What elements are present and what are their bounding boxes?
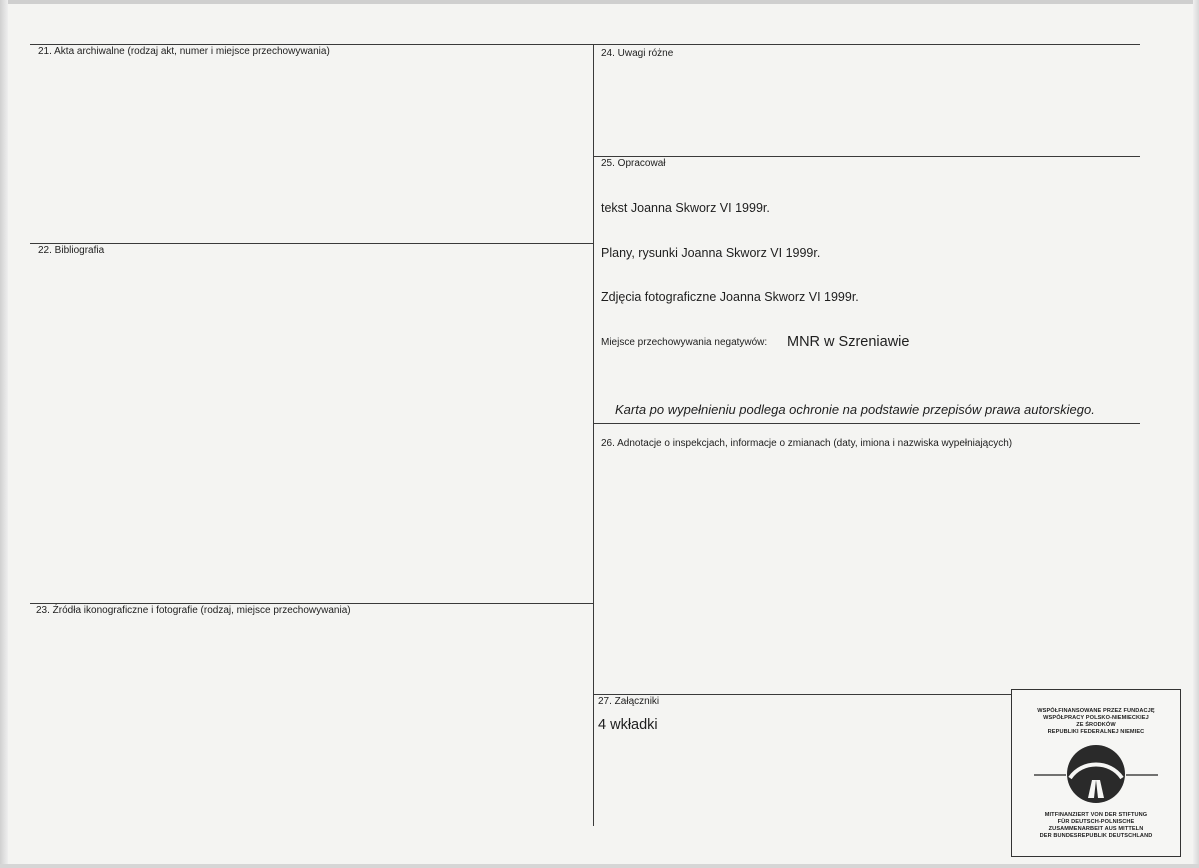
field-25-plany: Plany, rysunki Joanna Skworz VI 1999r. <box>601 246 821 260</box>
scan-edge-top <box>0 0 1199 4</box>
rule-26 <box>593 423 1140 424</box>
field-23-label: 23. Źródła ikonograficzne i fotografie (rodzaj, miejsce przechowywania) <box>36 605 351 616</box>
field-26-label: 26. Adnotacje o inspekcjach, informacje o zmianach (daty, imiona i nazwiska wypełniających) <box>601 438 1013 449</box>
top-rule <box>30 44 1140 45</box>
field-25-negatives-label: Miejsce przechowywania negatywów: <box>601 337 768 348</box>
stamp-top-line: WSPÓŁFINANSOWANE PRZEZ FUNDACJĘ <box>1037 708 1155 714</box>
stamp-top-line: REPUBLIKI FEDERALNEJ NIEMIEC <box>1047 729 1145 735</box>
rule-23 <box>30 603 593 604</box>
stamp-top-line: WSPÓŁPRACY POLSKO-NIEMIECKIEJ <box>1043 715 1149 721</box>
rule-22 <box>30 243 593 244</box>
rule-27 <box>593 694 1011 695</box>
stamp-bottom-line: ZUSAMMENARBEIT AUS MITTELN <box>1048 826 1144 832</box>
field-25-label: 25. Opracował <box>601 158 666 169</box>
stamp-bottom-line: MITFINANZIERT VON DER STIFTUNG <box>1044 812 1148 818</box>
field-24-label: 24. Uwagi różne <box>601 48 674 59</box>
field-21-label: 21. Akta archiwalne (rodzaj akt, numer i miejsce przechowywania) <box>38 46 330 57</box>
scan-edge-left <box>0 0 8 868</box>
copyright-note: Karta po wypełnieniu podlega ochronie na podstawie przepisów prawa autorskiego. <box>615 402 1095 417</box>
stamp-top-line: ZE ŚRODKÓW <box>1076 722 1116 728</box>
field-25-tekst: tekst Joanna Skworz VI 1999r. <box>601 201 770 215</box>
stamp-bottom-line: DER BUNDESREPUBLIK DEUTSCHLAND <box>1039 833 1153 839</box>
foundation-logo-icon <box>1034 742 1158 806</box>
field-25-zdjecia: Zdjęcia fotograficzne Joanna Skworz VI 1999r. <box>601 290 859 304</box>
field-27-value: 4 wkładki <box>598 717 658 733</box>
stamp-bottom-line: FÜR DEUTSCH-POLNISCHE <box>1057 819 1135 825</box>
field-22-label: 22. Bibliografia <box>38 245 105 256</box>
foundation-stamp <box>1011 689 1181 857</box>
center-divider <box>593 44 594 826</box>
field-25-negatives-value: MNR w Szreniawie <box>787 334 910 350</box>
rule-25 <box>593 156 1140 157</box>
field-27-label: 27. Załączniki <box>598 696 660 707</box>
scan-edge-bottom <box>0 864 1199 868</box>
scan-edge-right <box>1193 0 1199 868</box>
stamp-top-text <box>1012 708 1180 736</box>
stamp-bottom-text <box>1012 812 1180 840</box>
